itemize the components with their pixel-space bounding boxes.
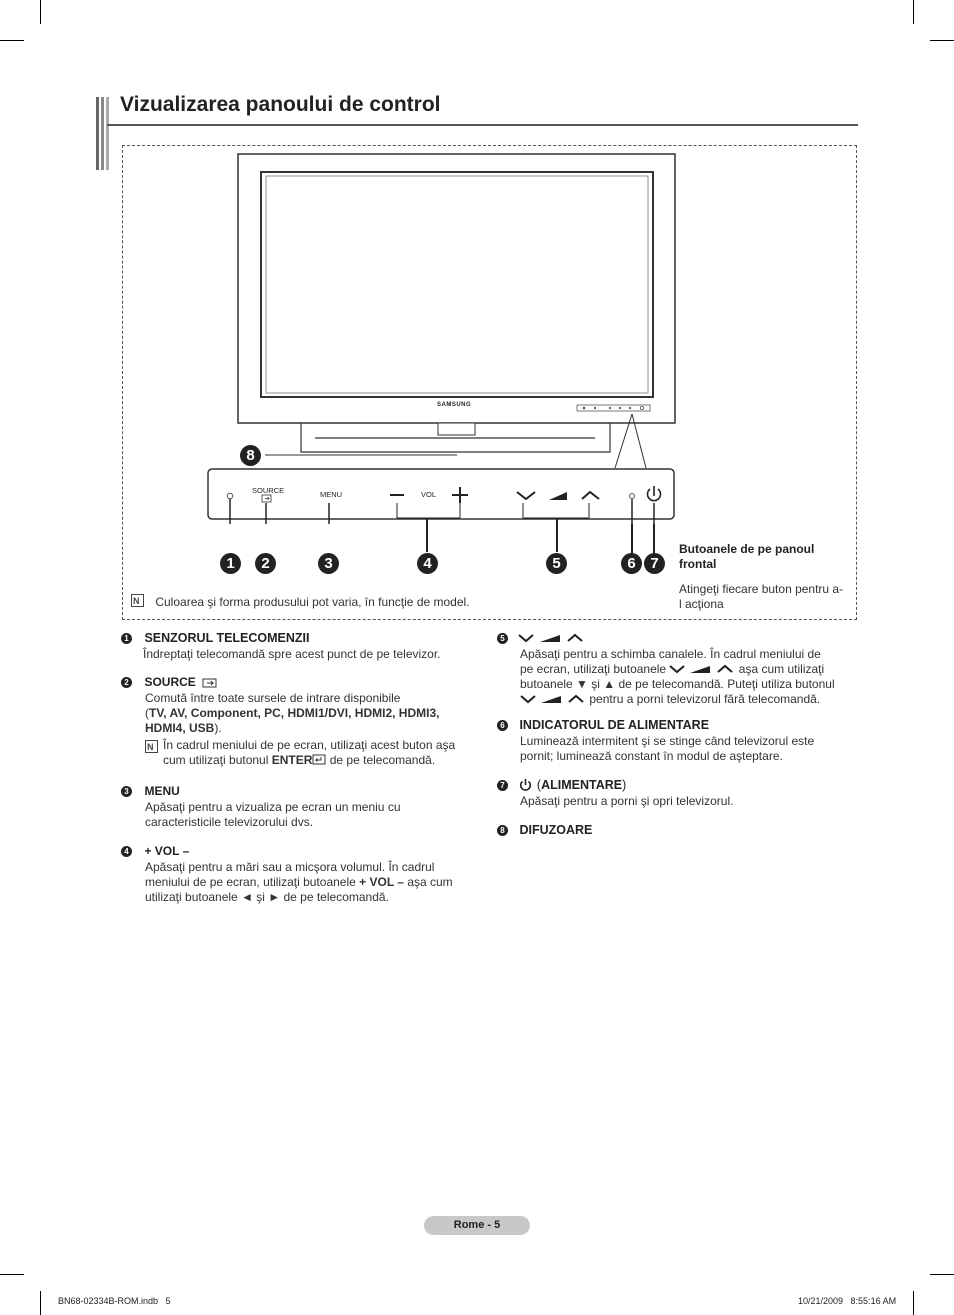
crop-mark xyxy=(913,1291,914,1315)
page-number-badge: Rome - 5 xyxy=(424,1216,530,1235)
callout-2: 2 xyxy=(255,553,276,574)
item-1-number: 1 xyxy=(121,633,132,644)
crop-mark xyxy=(930,1274,954,1275)
item-6 xyxy=(497,716,847,764)
vol-label: VOL xyxy=(421,490,437,499)
item-2-title: SOURCE xyxy=(144,675,196,689)
item-1 xyxy=(121,629,471,662)
item-4-text: Apăsaţi pentru a mări sau a micşora volumul. În cadrul meniului de pe ecran, utilizaţi butoanele + VOL – aşa cum utilizaţi butoanele ◄ şi ► de pe telecomandă. xyxy=(145,860,453,904)
callout-8: 8 xyxy=(240,445,261,466)
leader-line xyxy=(631,524,633,554)
item-2-text: Comută între toate sursele de intrare disponibile xyxy=(145,691,401,705)
callout-6: 6 xyxy=(621,553,642,574)
item-4-title: + VOL – xyxy=(144,844,190,858)
item-8 xyxy=(497,821,847,839)
title-bar-decoration xyxy=(96,97,99,170)
callout-1: 1 xyxy=(220,553,241,574)
channel-buttons-icon xyxy=(520,693,586,704)
leader-line xyxy=(653,524,655,554)
diagram-note: N Culoarea şi forma produsului pot varia, în funcţie de model. xyxy=(131,594,470,610)
item-6-number: 6 xyxy=(497,720,508,731)
crop-mark xyxy=(40,0,41,24)
item-4-number: 4 xyxy=(121,846,132,857)
leader-line xyxy=(556,518,558,552)
item-7-number: 7 xyxy=(497,780,508,791)
callout-4: 4 xyxy=(417,553,438,574)
side-note-text: Atingeţi fiecare buton pentru a-l acţiona xyxy=(679,582,844,611)
item-7-title: ALIMENTARE xyxy=(541,778,623,792)
callout-7: 7 xyxy=(644,553,665,574)
footer-timestamp: 10/21/2009 8:55:16 AM xyxy=(798,1296,897,1306)
menu-label: MENU xyxy=(320,490,343,499)
crop-mark xyxy=(930,40,954,41)
item-5 xyxy=(497,629,847,707)
tv-illustration xyxy=(205,152,680,524)
crop-mark xyxy=(40,1291,41,1315)
power-icon xyxy=(519,778,532,791)
source-icon xyxy=(202,677,218,688)
tv-brand-logo: SAMSUNG xyxy=(437,402,472,408)
enter-icon xyxy=(312,754,326,765)
channel-buttons-icon xyxy=(518,632,586,644)
item-1-text: Îndreptaţi telecomandă spre acest punct de pe televizor. xyxy=(143,647,441,661)
title-divider xyxy=(107,124,858,126)
item-3 xyxy=(121,782,461,830)
item-8-number: 8 xyxy=(497,825,508,836)
page-title: Vizualizarea panoului de control xyxy=(120,93,441,116)
item-3-number: 3 xyxy=(121,786,132,797)
note-icon xyxy=(145,740,158,753)
item-5-number: 5 xyxy=(497,633,508,644)
callout-5: 5 xyxy=(546,553,567,574)
item-3-text: Apăsaţi pentru a vizualiza pe ecran un meniu cu caracteristicile televizorului dvs. xyxy=(145,800,401,829)
title-bar-decoration xyxy=(106,97,109,170)
item-6-text: Luminează intermitent şi se stinge când televizorul este pornit; luminează constant în modul de aşteptare. xyxy=(520,734,815,763)
item-4 xyxy=(121,842,466,905)
item-2-number: 2 xyxy=(121,677,132,688)
item-8-title: DIFUZOARE xyxy=(519,823,593,837)
item-7: 7 (ALIMENTARE) Apăsaţi pentru a porni şi opri televizorul. xyxy=(497,776,847,809)
item-7-text: Apăsaţi pentru a porni şi opri televizorul. xyxy=(520,794,734,808)
footer-file-info: BN68-02334B-ROM.indb 5 xyxy=(58,1296,171,1306)
crop-mark xyxy=(913,0,914,24)
title-bar-decoration xyxy=(101,97,104,170)
crop-mark xyxy=(0,1274,24,1275)
source-label: SOURCE xyxy=(252,486,285,495)
callout-3: 3 xyxy=(318,553,339,574)
item-2-sources: (TV, AV, Component, PC, HDMI1/DVI, HDMI2, HDMI3, HDMI4, USB). xyxy=(145,706,440,735)
item-6-title: INDICATORUL DE ALIMENTARE xyxy=(519,718,710,732)
crop-mark xyxy=(0,40,24,41)
enter-label: ENTER xyxy=(271,753,313,767)
leader-line xyxy=(426,518,428,552)
item-2 xyxy=(121,673,466,768)
item-5-text: Apăsaţi pentru a schimba canalele. În cadrul meniului de pe ecran, utilizaţi butoanele aşa cum utilizaţi butoanele ▼ şi ▲ de pe telecomandă. Puteţi utiliza butonul pentru a porni televizorul fără telecomandă. xyxy=(520,647,835,706)
note-icon xyxy=(131,594,144,607)
channel-buttons-icon xyxy=(669,663,735,674)
item-3-title: MENU xyxy=(144,784,180,798)
item-2-note: N În cadrul meniului de pe ecran, utilizaţi acest buton aşa cum utilizaţi butonul ENTER de pe telecomandă. xyxy=(145,738,466,768)
item-1-title: SENZORUL TELECOMENZII xyxy=(144,631,310,645)
side-note-title: Butoanele de pe panoul frontal xyxy=(679,542,815,571)
